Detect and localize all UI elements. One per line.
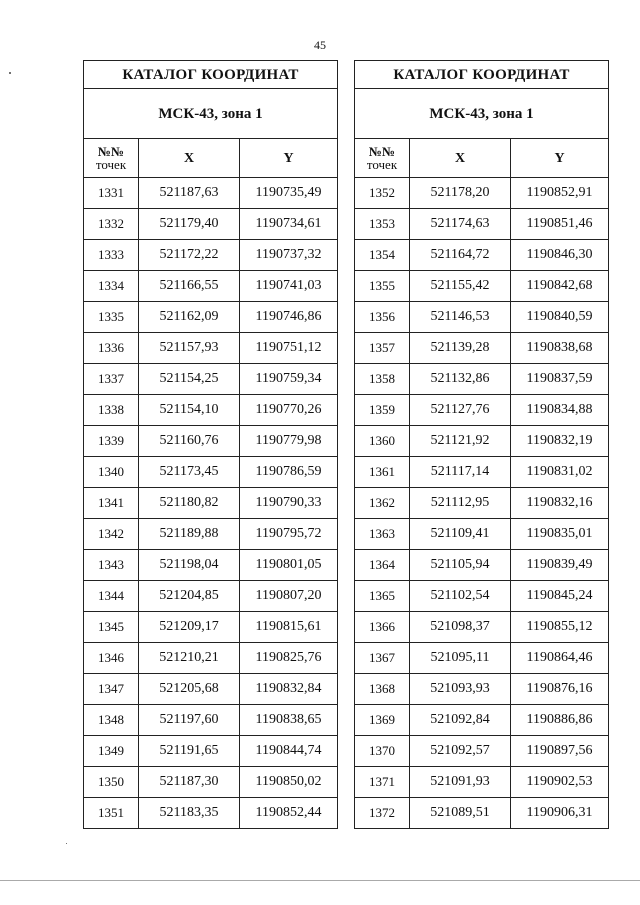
catalog-title: КАТАЛОГ КООРДИНАТ bbox=[84, 61, 338, 89]
scan-speck bbox=[66, 843, 67, 844]
point-number-cell: 1369 bbox=[355, 705, 410, 736]
point-number-cell: 1340 bbox=[84, 457, 139, 488]
y-coordinate-cell: 1190844,74 bbox=[240, 736, 338, 767]
x-coordinate-cell: 521095,11 bbox=[410, 643, 511, 674]
x-coordinate-cell: 521160,76 bbox=[139, 426, 240, 457]
y-coordinate-cell: 1190790,33 bbox=[240, 488, 338, 519]
table-row bbox=[84, 674, 338, 705]
table-row bbox=[84, 612, 338, 643]
y-coordinate-cell: 1190851,46 bbox=[511, 209, 609, 240]
y-coordinate-cell: 1190734,61 bbox=[240, 209, 338, 240]
x-coordinate-cell: 521105,94 bbox=[410, 550, 511, 581]
y-coordinate-cell: 1190850,02 bbox=[240, 767, 338, 798]
point-number-cell: 1341 bbox=[84, 488, 139, 519]
x-coordinate-cell: 521187,63 bbox=[139, 178, 240, 209]
y-coordinate-cell: 1190751,12 bbox=[240, 333, 338, 364]
y-header: Y bbox=[240, 139, 338, 178]
y-coordinate-cell: 1190902,53 bbox=[511, 767, 609, 798]
table-row bbox=[84, 705, 338, 736]
table-row bbox=[355, 705, 609, 736]
table-row bbox=[355, 178, 609, 209]
y-coordinate-cell: 1190834,88 bbox=[511, 395, 609, 426]
x-coordinate-cell: 521191,65 bbox=[139, 736, 240, 767]
table-row bbox=[84, 240, 338, 271]
point-number-cell: 1342 bbox=[84, 519, 139, 550]
x-coordinate-cell: 521155,42 bbox=[410, 271, 511, 302]
y-coordinate-cell: 1190839,49 bbox=[511, 550, 609, 581]
catalog-title: КАТАЛОГ КООРДИНАТ bbox=[355, 61, 609, 89]
y-coordinate-cell: 1190786,59 bbox=[240, 457, 338, 488]
table-row bbox=[84, 643, 338, 674]
point-number-header: №№ точек bbox=[355, 139, 410, 178]
table-row bbox=[355, 271, 609, 302]
point-number-cell: 1366 bbox=[355, 612, 410, 643]
x-coordinate-cell: 521139,28 bbox=[410, 333, 511, 364]
table-row bbox=[84, 426, 338, 457]
point-number-cell: 1365 bbox=[355, 581, 410, 612]
point-number-cell: 1351 bbox=[84, 798, 139, 829]
point-number-cell: 1348 bbox=[84, 705, 139, 736]
y-coordinate-cell: 1190832,19 bbox=[511, 426, 609, 457]
y-coordinate-cell: 1190770,26 bbox=[240, 395, 338, 426]
point-number-cell: 1344 bbox=[84, 581, 139, 612]
table-row bbox=[355, 488, 609, 519]
y-coordinate-cell: 1190906,31 bbox=[511, 798, 609, 829]
y-coordinate-cell: 1190741,03 bbox=[240, 271, 338, 302]
table-row bbox=[84, 178, 338, 209]
table-row bbox=[355, 240, 609, 271]
point-number-cell: 1372 bbox=[355, 798, 410, 829]
x-coordinate-cell: 521183,35 bbox=[139, 798, 240, 829]
x-header: X bbox=[139, 139, 240, 178]
point-number-cell: 1368 bbox=[355, 674, 410, 705]
table-row bbox=[84, 395, 338, 426]
table-row bbox=[355, 519, 609, 550]
point-number-cell: 1355 bbox=[355, 271, 410, 302]
y-coordinate-cell: 1190864,46 bbox=[511, 643, 609, 674]
point-number-cell: 1363 bbox=[355, 519, 410, 550]
table-row bbox=[355, 798, 609, 829]
coordinate-rows bbox=[84, 178, 338, 829]
y-coordinate-cell: 1190832,16 bbox=[511, 488, 609, 519]
y-coordinate-cell: 1190838,68 bbox=[511, 333, 609, 364]
x-coordinate-cell: 521157,93 bbox=[139, 333, 240, 364]
point-number-cell: 1337 bbox=[84, 364, 139, 395]
y-coordinate-cell: 1190838,65 bbox=[240, 705, 338, 736]
table-row bbox=[355, 612, 609, 643]
x-coordinate-cell: 521166,55 bbox=[139, 271, 240, 302]
coordinate-catalog-right bbox=[354, 60, 609, 829]
y-coordinate-cell: 1190737,32 bbox=[240, 240, 338, 271]
point-number-cell: 1356 bbox=[355, 302, 410, 333]
coordinate-catalog-left bbox=[83, 60, 338, 829]
point-number-cell: 1336 bbox=[84, 333, 139, 364]
x-coordinate-cell: 521187,30 bbox=[139, 767, 240, 798]
point-number-cell: 1343 bbox=[84, 550, 139, 581]
y-coordinate-cell: 1190825,76 bbox=[240, 643, 338, 674]
y-coordinate-cell: 1190886,86 bbox=[511, 705, 609, 736]
y-coordinate-cell: 1190845,24 bbox=[511, 581, 609, 612]
table-row bbox=[84, 209, 338, 240]
coordinate-system-zone: МСК-43, зона 1 bbox=[84, 89, 338, 139]
point-number-cell: 1371 bbox=[355, 767, 410, 798]
x-coordinate-cell: 521132,86 bbox=[410, 364, 511, 395]
page-number: 45 bbox=[314, 38, 326, 52]
table-row bbox=[84, 798, 338, 829]
x-coordinate-cell: 521109,41 bbox=[410, 519, 511, 550]
table-row bbox=[355, 767, 609, 798]
point-number-cell: 1332 bbox=[84, 209, 139, 240]
table-row bbox=[84, 271, 338, 302]
table-row bbox=[355, 426, 609, 457]
y-coordinate-cell: 1190852,44 bbox=[240, 798, 338, 829]
table-row bbox=[355, 550, 609, 581]
y-coordinate-cell: 1190759,34 bbox=[240, 364, 338, 395]
x-coordinate-cell: 521102,54 bbox=[410, 581, 511, 612]
table-row bbox=[84, 488, 338, 519]
table-row bbox=[84, 550, 338, 581]
x-coordinate-cell: 521198,04 bbox=[139, 550, 240, 581]
table-row bbox=[84, 519, 338, 550]
y-coordinate-cell: 1190831,02 bbox=[511, 457, 609, 488]
table-row bbox=[355, 643, 609, 674]
table-row bbox=[355, 364, 609, 395]
y-coordinate-cell: 1190876,16 bbox=[511, 674, 609, 705]
x-coordinate-cell: 521173,45 bbox=[139, 457, 240, 488]
table-row bbox=[84, 364, 338, 395]
y-coordinate-cell: 1190835,01 bbox=[511, 519, 609, 550]
y-coordinate-cell: 1190815,61 bbox=[240, 612, 338, 643]
point-number-cell: 1350 bbox=[84, 767, 139, 798]
x-coordinate-cell: 521091,93 bbox=[410, 767, 511, 798]
table-row bbox=[355, 209, 609, 240]
table-row bbox=[84, 457, 338, 488]
point-number-cell: 1352 bbox=[355, 178, 410, 209]
point-number-cell: 1357 bbox=[355, 333, 410, 364]
x-coordinate-cell: 521112,95 bbox=[410, 488, 511, 519]
page-bottom-rule bbox=[0, 880, 640, 881]
y-coordinate-cell: 1190779,98 bbox=[240, 426, 338, 457]
table-row bbox=[355, 333, 609, 364]
point-number-cell: 1334 bbox=[84, 271, 139, 302]
x-coordinate-cell: 521093,93 bbox=[410, 674, 511, 705]
table-row bbox=[84, 767, 338, 798]
point-number-cell: 1346 bbox=[84, 643, 139, 674]
table-row bbox=[355, 457, 609, 488]
y-coordinate-cell: 1190801,05 bbox=[240, 550, 338, 581]
y-coordinate-cell: 1190840,59 bbox=[511, 302, 609, 333]
y-header: Y bbox=[511, 139, 609, 178]
y-coordinate-cell: 1190846,30 bbox=[511, 240, 609, 271]
table-row bbox=[84, 736, 338, 767]
point-number-cell: 1364 bbox=[355, 550, 410, 581]
y-coordinate-cell: 1190795,72 bbox=[240, 519, 338, 550]
coordinate-rows bbox=[355, 178, 609, 829]
table-row bbox=[355, 302, 609, 333]
x-coordinate-cell: 521204,85 bbox=[139, 581, 240, 612]
point-number-cell: 1331 bbox=[84, 178, 139, 209]
point-number-cell: 1345 bbox=[84, 612, 139, 643]
x-coordinate-cell: 521180,82 bbox=[139, 488, 240, 519]
point-number-cell: 1333 bbox=[84, 240, 139, 271]
y-coordinate-cell: 1190807,20 bbox=[240, 581, 338, 612]
x-coordinate-cell: 521146,53 bbox=[410, 302, 511, 333]
point-number-cell: 1347 bbox=[84, 674, 139, 705]
x-coordinate-cell: 521174,63 bbox=[410, 209, 511, 240]
table-row bbox=[355, 395, 609, 426]
x-coordinate-cell: 521117,14 bbox=[410, 457, 511, 488]
y-coordinate-cell: 1190832,84 bbox=[240, 674, 338, 705]
table-row bbox=[84, 581, 338, 612]
y-coordinate-cell: 1190746,86 bbox=[240, 302, 338, 333]
x-coordinate-cell: 521179,40 bbox=[139, 209, 240, 240]
x-coordinate-cell: 521178,20 bbox=[410, 178, 511, 209]
point-number-cell: 1370 bbox=[355, 736, 410, 767]
x-coordinate-cell: 521092,84 bbox=[410, 705, 511, 736]
x-coordinate-cell: 521127,76 bbox=[410, 395, 511, 426]
scan-speck bbox=[9, 72, 11, 74]
point-number-cell: 1360 bbox=[355, 426, 410, 457]
point-number-cell: 1361 bbox=[355, 457, 410, 488]
x-coordinate-cell: 521154,25 bbox=[139, 364, 240, 395]
table-row bbox=[355, 581, 609, 612]
x-coordinate-cell: 521098,37 bbox=[410, 612, 511, 643]
x-coordinate-cell: 521162,09 bbox=[139, 302, 240, 333]
x-coordinate-cell: 521210,21 bbox=[139, 643, 240, 674]
y-coordinate-cell: 1190855,12 bbox=[511, 612, 609, 643]
x-coordinate-cell: 521092,57 bbox=[410, 736, 511, 767]
x-header: X bbox=[410, 139, 511, 178]
table-row bbox=[355, 674, 609, 705]
x-coordinate-cell: 521154,10 bbox=[139, 395, 240, 426]
point-number-cell: 1335 bbox=[84, 302, 139, 333]
x-coordinate-cell: 521121,92 bbox=[410, 426, 511, 457]
y-coordinate-cell: 1190852,91 bbox=[511, 178, 609, 209]
y-coordinate-cell: 1190842,68 bbox=[511, 271, 609, 302]
y-coordinate-cell: 1190735,49 bbox=[240, 178, 338, 209]
table-row bbox=[84, 302, 338, 333]
point-number-cell: 1339 bbox=[84, 426, 139, 457]
point-number-header: №№ точек bbox=[84, 139, 139, 178]
point-number-cell: 1354 bbox=[355, 240, 410, 271]
point-number-cell: 1362 bbox=[355, 488, 410, 519]
point-number-cell: 1349 bbox=[84, 736, 139, 767]
coordinate-system-zone: МСК-43, зона 1 bbox=[355, 89, 609, 139]
x-coordinate-cell: 521209,17 bbox=[139, 612, 240, 643]
x-coordinate-cell: 521172,22 bbox=[139, 240, 240, 271]
x-coordinate-cell: 521189,88 bbox=[139, 519, 240, 550]
table-row bbox=[355, 736, 609, 767]
point-number-cell: 1338 bbox=[84, 395, 139, 426]
x-coordinate-cell: 521089,51 bbox=[410, 798, 511, 829]
table-row bbox=[84, 333, 338, 364]
y-coordinate-cell: 1190897,56 bbox=[511, 736, 609, 767]
x-coordinate-cell: 521164,72 bbox=[410, 240, 511, 271]
point-number-cell: 1359 bbox=[355, 395, 410, 426]
x-coordinate-cell: 521205,68 bbox=[139, 674, 240, 705]
x-coordinate-cell: 521197,60 bbox=[139, 705, 240, 736]
point-number-cell: 1353 bbox=[355, 209, 410, 240]
point-number-cell: 1367 bbox=[355, 643, 410, 674]
point-number-cell: 1358 bbox=[355, 364, 410, 395]
y-coordinate-cell: 1190837,59 bbox=[511, 364, 609, 395]
